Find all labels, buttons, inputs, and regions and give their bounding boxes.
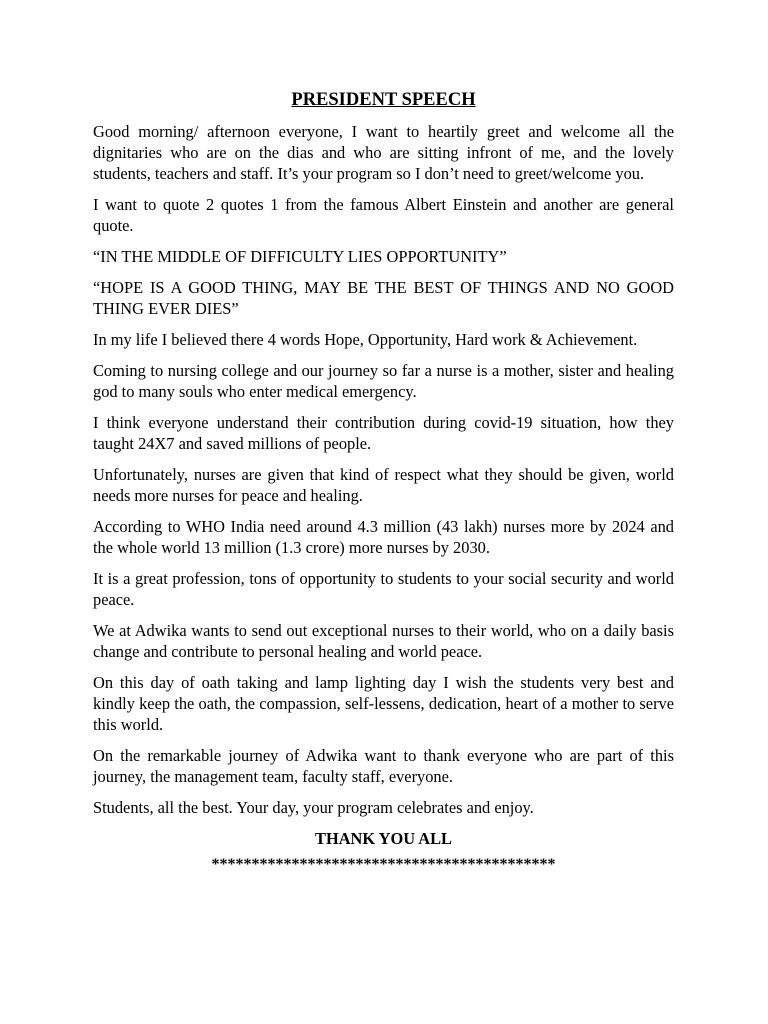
paragraph-best-wishes: Students, all the best. Your day, your program celebrates and enjoy. <box>93 798 534 817</box>
quote-hope: “HOPE IS A GOOD THING, MAY BE THE BEST OF THINGS AND NO GOOD THING EVER DIES” <box>93 278 674 318</box>
paragraph-covid: I think everyone understand their contribution during covid-19 situation, how they taught 24X7 and saved millions of people. <box>93 413 674 453</box>
asterisk-divider: ******************************************* <box>211 856 556 873</box>
quote-opportunity: “IN THE MIDDLE OF DIFFICULTY LIES OPPORTUNITY” <box>93 247 507 266</box>
closing-thank-you: THANK YOU ALL <box>315 829 452 848</box>
paragraph-thanks: On the remarkable journey of Adwika want to thank everyone who are part of this journey, the management team, faculty staff, everyone. <box>93 746 674 786</box>
paragraph-profession: It is a great profession, tons of opportunity to students to your social security and world peace. <box>93 569 674 609</box>
paragraph-who-stats: According to WHO India need around 4.3 million (43 lakh) nurses more by 2024 and the whole world 13 million (1.3 crore) more nurses by 2030. <box>93 517 674 557</box>
paragraph-greeting: Good morning/ afternoon everyone, I want to heartily greet and welcome all the dignitaries who are on the dias and who are sitting infront of me, and the lovely students, teachers and staff. It’s your program so I don’t need to greet/welcome you. <box>93 122 674 183</box>
paragraph-four-words: In my life I believed there 4 words Hope, Opportunity, Hard work & Achievement. <box>93 330 638 349</box>
paragraph-quotes-intro: I want to quote 2 quotes 1 from the famous Albert Einstein and another are general quote. <box>93 195 674 235</box>
paragraph-adwika-mission: We at Adwika wants to send out exceptional nurses to their world, who on a daily basis change and contribute to personal healing and world peace. <box>93 621 674 661</box>
paragraph-oath-day: On this day of oath taking and lamp lighting day I wish the students very best and kindly keep the oath, the compassion, self-lessens, dedication, heart of a mother to serve this world. <box>93 673 674 734</box>
document-title: PRESIDENT SPEECH <box>291 90 476 110</box>
paragraph-respect: Unfortunately, nurses are given that kind of respect what they should be given, world needs more nurses for peace and healing. <box>93 465 674 505</box>
document-body <box>93 88 674 875</box>
paragraph-nursing-college: Coming to nursing college and our journey so far a nurse is a mother, sister and healing god to many souls who enter medical emergency. <box>93 361 674 401</box>
